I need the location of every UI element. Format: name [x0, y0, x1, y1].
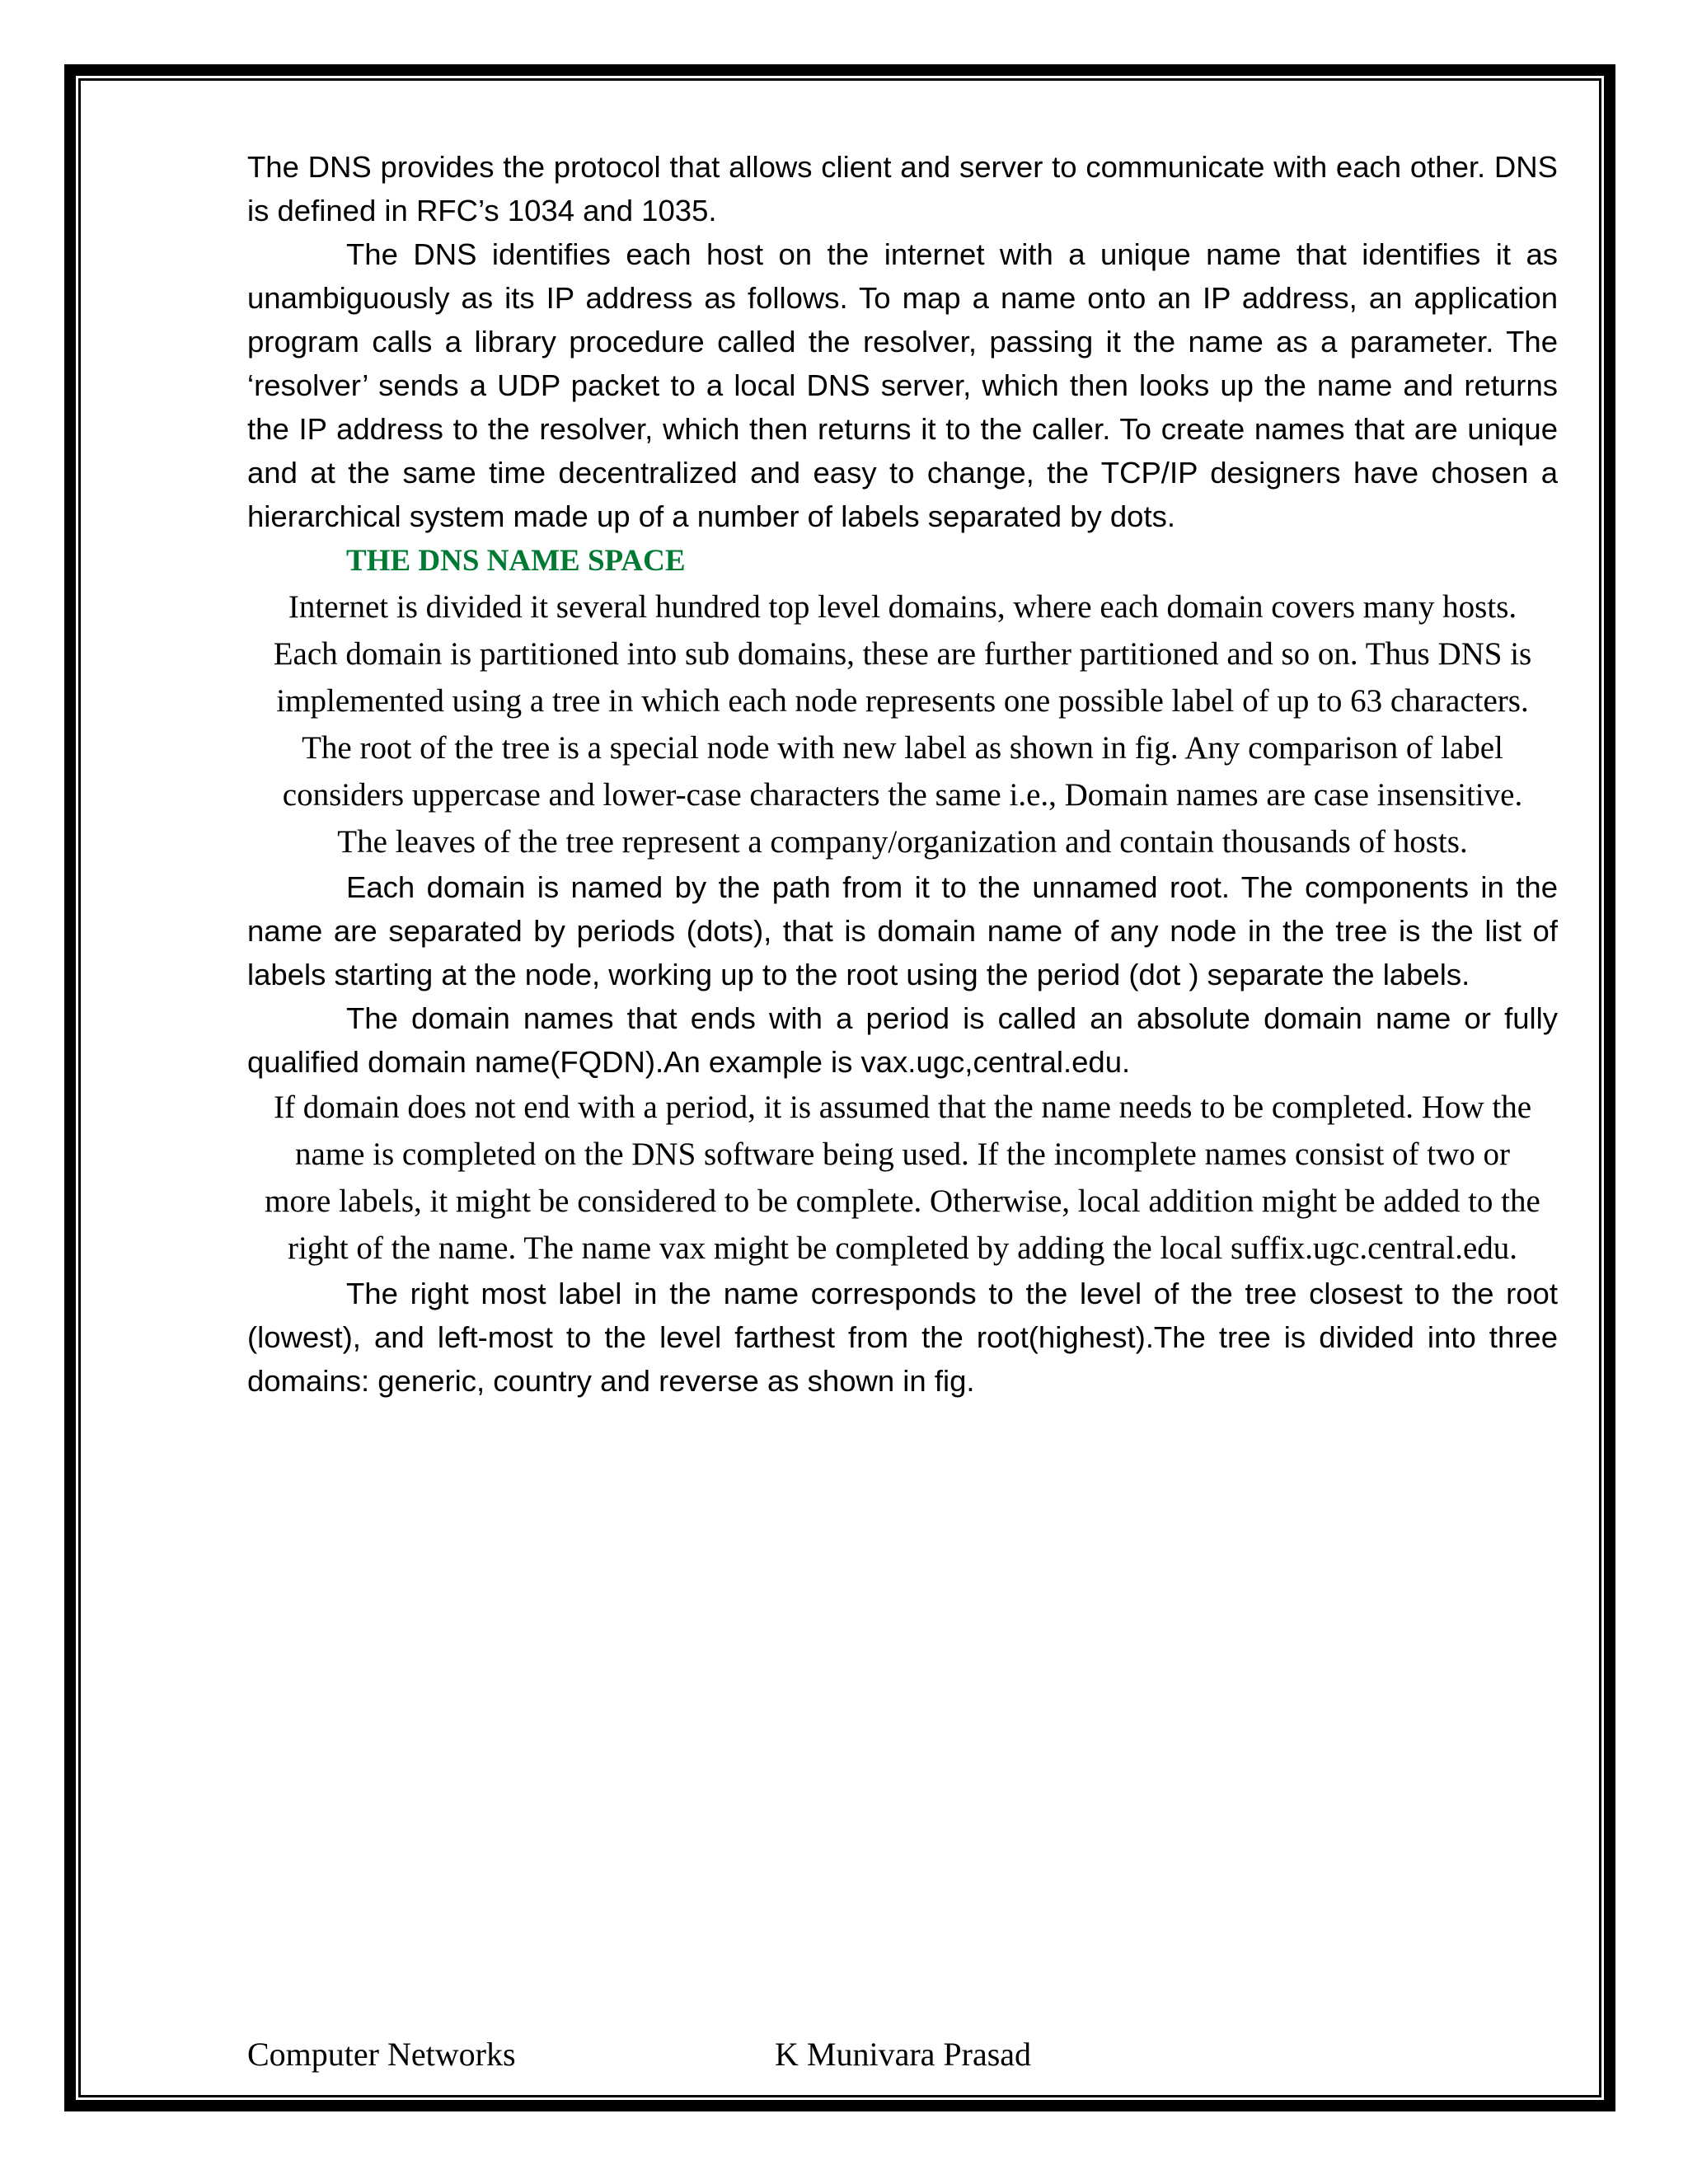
- text-line: The root of the tree is a special node with new label as shown in fig. Any comparison of label: [302, 730, 1503, 766]
- text-line: right of the name. The name vax might be completed by adding the local suffix.ugc.central.edu.: [287, 1230, 1518, 1266]
- text-line: implemented using a tree in which each node represents one possible label of up to 63 characters.: [276, 683, 1529, 719]
- paragraph-domain-path: Each domain is named by the path from it to the unnamed root. The components in the name are separated by periods (dots), that is domain name of any node in the tree is the list of labels starting at the node, working up to the root using the period (dot ) separate the labels.: [247, 870, 1558, 991]
- serif-block-name-space: [247, 583, 1558, 865]
- paragraph-dns-intro: The DNS provides the protocol that allows client and server to communicate with each other. DNS is defined in RFC’s 1034 and 1035.: [247, 150, 1558, 227]
- text-line: If domain does not end with a period, it is assumed that the name needs to be completed. How the: [273, 1090, 1532, 1125]
- section-heading: THE DNS NAME SPACE: [346, 544, 686, 578]
- text-line: Each domain is partitioned into sub domains, these are further partitioned and so on. Thus DNS is: [273, 636, 1532, 672]
- paragraph-dns-identifies: The DNS identifies each host on the internet with a unique name that identifies it as unambiguously as its IP address as follows. To map a name onto an IP address, an application program calls a library procedure called the resolver, passing it the name as a parameter. The ‘resolver’ sends a UDP packet to a local DNS server, which then looks up the name and returns the IP address to the resolver, which then returns it to the caller. To create names that are unique and at the same time decentralized and easy to change, the TCP/IP designers have chosen a hierarchical system made up of a number of labels separated by dots.: [247, 237, 1558, 533]
- text-line: name is completed on the DNS software being used. If the incomplete names consist of two or: [294, 1137, 1511, 1172]
- text-line: considers uppercase and lower-case characters the same i.e., Domain names are case insensitive.: [282, 777, 1523, 813]
- serif-block-completion: [247, 1084, 1558, 1272]
- text-line: The leaves of the tree represent a company/organization and contain thousands of hosts.: [337, 824, 1468, 860]
- footer-author: K Munivara Prasad: [775, 2036, 1032, 2073]
- footer-course: Computer Networks: [247, 2036, 516, 2073]
- page-content: [247, 145, 1558, 1403]
- text-line: more labels, it might be considered to be complete. Otherwise, local addition might be added to the: [265, 1183, 1540, 1219]
- text-line: Internet is divided it several hundred top level domains, where each domain covers many hosts.: [288, 589, 1517, 625]
- paragraph-fqdn: The domain names that ends with a period is called an absolute domain name or fully qualified domain name(FQDN).An example is vax.ugc,central.edu.: [247, 1001, 1558, 1079]
- paragraph-label-order: The right most label in the name corresponds to the level of the tree closest to the root (lowest), and left-most to the level farthest from the root(highest).The tree is divided into three domains: generic, country and reverse as shown in fig.: [247, 1277, 1558, 1398]
